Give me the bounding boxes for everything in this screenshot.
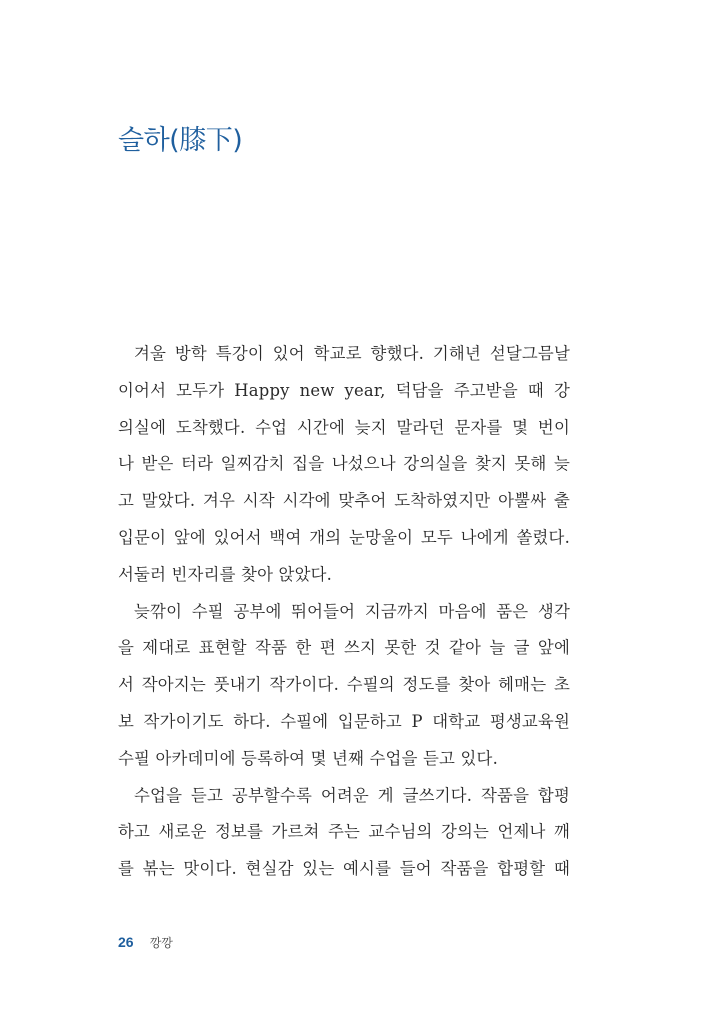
text-line: 수업을 듣고 공부할수록 어려운 게 글쓰기다. 작품을 합평 [134,785,570,805]
text-line: 수필 아카데미에 등록하여 몇 년째 수업을 듣고 있다. [118,748,498,768]
text-line: 하고 새로운 정보를 가르쳐 주는 교수님의 강의는 언제나 깨 [118,822,570,842]
text-line: 를 볶는 맛이다. 현실감 있는 예시를 들어 작품을 합평할 때 [118,859,570,879]
running-book-title: 깡깡 [149,936,173,950]
text-line: 보 작가이기도 하다. 수필에 입문하고 P 대학교 평생교육원 [118,711,570,731]
page-footer [118,934,173,951]
text-line: 의실에 도착했다. 수업 시간에 늦지 말라던 문자를 몇 번이 [118,417,570,437]
text-line: 고 말았다. 겨우 시작 시각에 맞추어 도착하였지만 아뿔싸 출 [118,491,570,511]
page-number: 26 [118,934,134,950]
text-line: 서 작아지는 풋내기 작가이다. 수필의 정도를 찾아 헤매는 초 [118,675,570,695]
text-line: 서둘러 빈자리를 찾아 앉았다. [118,564,333,584]
text-line: 이어서 모두가 Happy new year, 덕담을 주고받을 때 강 [118,380,570,400]
text-line: 겨울 방학 특강이 있어 학교로 향했다. 기해년 섣달그믐날 [134,344,570,363]
text-line: 입문이 앞에 있어서 백여 개의 눈망울이 모두 나에게 쏠렸다. [118,527,570,547]
text-line: 나 받은 터라 일찌감치 집을 나섰으나 강의실을 찾지 못해 늦 [118,454,570,474]
body-text [118,336,570,888]
chapter-title: 슬하(膝下) [118,125,243,156]
text-line: 을 제대로 표현할 작품 한 편 쓰지 못한 것 같아 늘 글 앞에 [118,638,570,658]
text-line: 늦깎이 수필 공부에 뛰어들어 지금까지 마음에 품은 생각 [134,601,570,621]
